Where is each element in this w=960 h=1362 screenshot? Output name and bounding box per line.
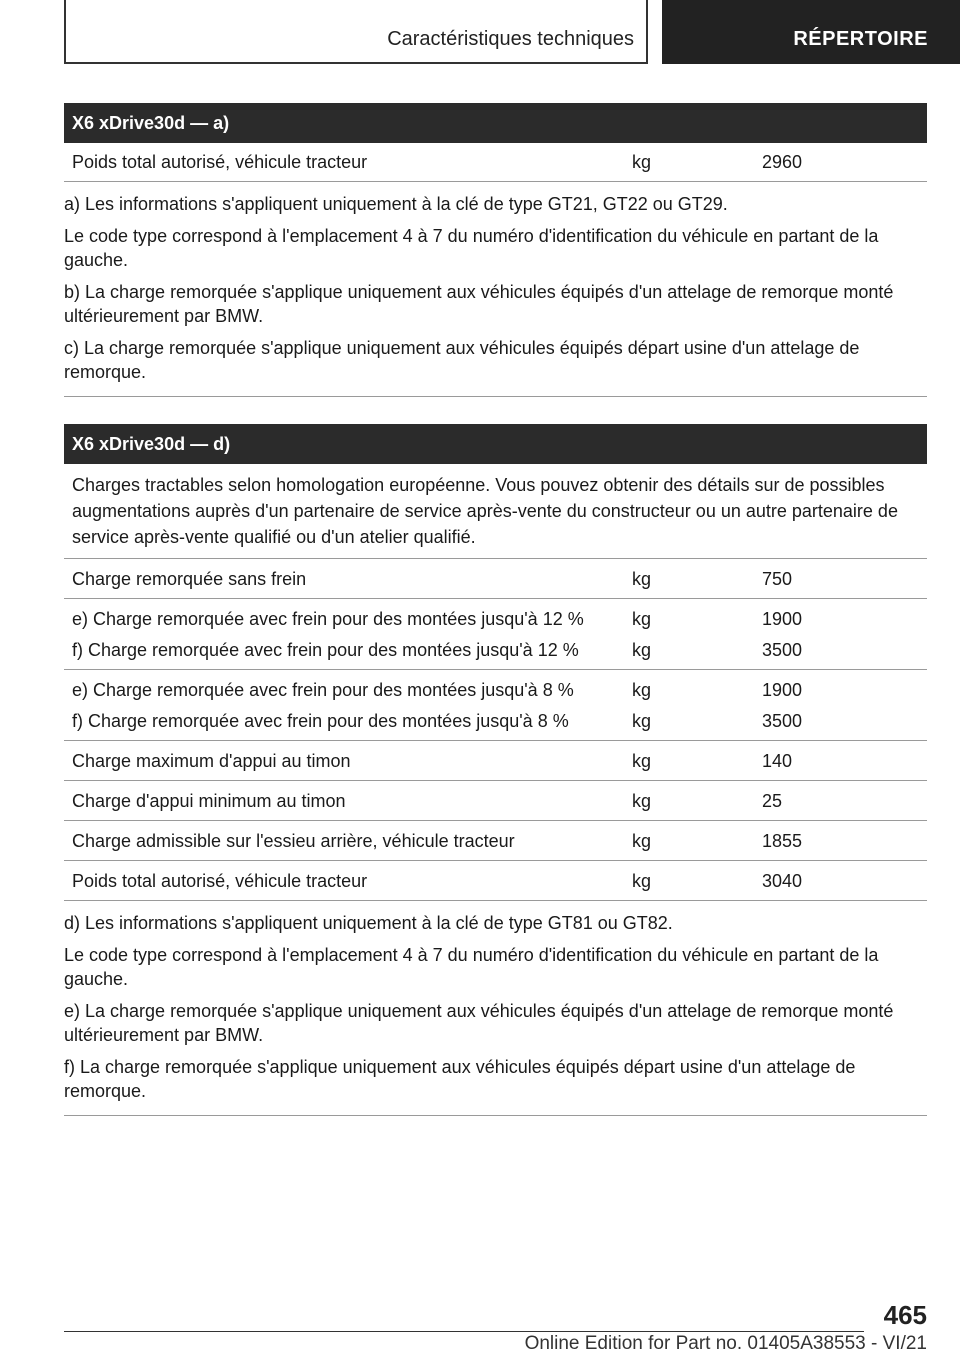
row-value: 3500 [762, 710, 803, 731]
row-value: 1900 [762, 608, 803, 629]
table-title: X6 xDrive30d — a) [64, 103, 927, 143]
row-label: Charge d'appui minimum au timon [72, 790, 346, 811]
table-row [64, 559, 927, 599]
footnotes [64, 901, 927, 1116]
section-title: Caractéristiques techniques [387, 28, 634, 50]
row-unit: kg [632, 568, 652, 589]
row-unit: kg [632, 870, 652, 891]
table-row [64, 670, 927, 741]
row-label: e) Charge remorquée avec frein pour des montées jusqu'à 8 % [72, 679, 574, 700]
row-value: 140 [762, 750, 793, 771]
row-label: Charge remorquée sans frein [72, 568, 307, 589]
table-row [64, 861, 927, 901]
footnote: e) La charge remorquée s'applique uniquement aux véhicules équipés d'un attelage de remorque monté ultérieurement par BMW. [64, 1001, 894, 1045]
row-unit: kg [632, 750, 652, 771]
row-value: 1855 [762, 830, 803, 851]
footnote: Le code type correspond à l'emplacement 4 à 7 du numéro d'identification du véhicule en partant de la gauche. [64, 945, 879, 989]
footnote: a) Les informations s'appliquent uniquement à la clé de type GT21, GT22 ou GT29. [64, 194, 728, 214]
index-tab[interactable] [662, 0, 960, 64]
row-value: 3500 [762, 639, 803, 660]
page-header [0, 0, 960, 66]
table-row [64, 781, 927, 821]
row-value: 750 [762, 568, 793, 589]
row-label: f) Charge remorquée avec frein pour des montées jusqu'à 8 % [72, 710, 569, 731]
footnote: b) La charge remorquée s'applique uniquement aux véhicules équipés d'un attelage de remorque monté ultérieurement par BMW. [64, 282, 894, 326]
table-row [64, 143, 927, 182]
table-row [64, 599, 927, 670]
row-label: e) Charge remorquée avec frein pour des montées jusqu'à 12 % [72, 608, 584, 629]
intro-text: Charges tractables selon homologation européenne. Vous pouvez obtenir des détails sur de possibles augmentations auprès d'un partenaire de service après-vente du constructeur ou un autre partenaire de service après-vente qualifié ou d'un atelier qualifié. [64, 464, 927, 559]
row-unit: kg [632, 639, 652, 660]
page-number: 465 [883, 1300, 927, 1330]
footnotes [64, 182, 927, 397]
row-label: Charge admissible sur l'essieu arrière, véhicule tracteur [72, 830, 515, 851]
table-x6-a [64, 103, 927, 397]
footnote: Le code type correspond à l'emplacement 4 à 7 du numéro d'identification du véhicule en partant de la gauche. [64, 226, 879, 270]
row-unit: kg [632, 608, 652, 629]
table-x6-d [64, 424, 927, 1116]
row-unit: kg [632, 152, 652, 172]
row-unit: kg [632, 830, 652, 851]
row-value: 3040 [762, 870, 803, 891]
table-title: X6 xDrive30d — d) [64, 424, 927, 464]
row-unit: kg [632, 679, 652, 700]
row-value: 2960 [762, 152, 803, 172]
table-row [64, 821, 927, 861]
row-unit: kg [632, 790, 652, 811]
row-label: Poids total autorisé, véhicule tracteur [72, 152, 368, 172]
footnote: f) La charge remorquée s'applique uniquement aux véhicules équipés départ usine d'un attelage de remorque. [64, 1057, 856, 1101]
table-row [64, 741, 927, 781]
row-label: f) Charge remorquée avec frein pour des montées jusqu'à 12 % [72, 639, 579, 660]
row-value: 25 [762, 790, 783, 811]
row-label: Poids total autorisé, véhicule tracteur [72, 870, 368, 891]
edition-footer: Online Edition for Part no. 01405A38553 - VI/21 [524, 1333, 927, 1354]
footnote: d) Les informations s'appliquent uniquement à la clé de type GT81 ou GT82. [64, 913, 673, 933]
section-tab[interactable] [64, 0, 648, 64]
row-unit: kg [632, 710, 652, 731]
row-value: 1900 [762, 679, 803, 700]
footnote: c) La charge remorquée s'applique uniquement aux véhicules équipés départ usine d'un attelage de remorque. [64, 338, 860, 382]
footer-divider [64, 1331, 864, 1332]
index-label: RÉPERTOIRE [793, 28, 928, 50]
row-label: Charge maximum d'appui au timon [72, 750, 351, 771]
